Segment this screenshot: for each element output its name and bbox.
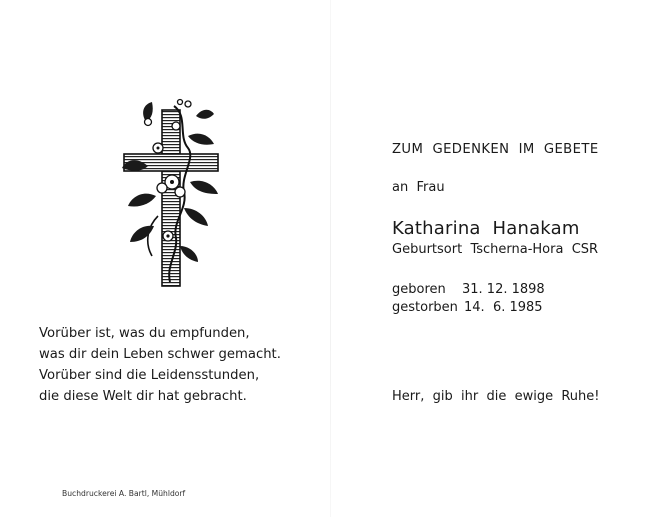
poem-line: die diese Welt dir hat gebracht. <box>39 389 247 404</box>
born-label: geboren <box>392 282 446 297</box>
poem <box>39 323 281 407</box>
salutation: an Frau <box>392 180 445 195</box>
printer-credit: Buchdruckerei A. Bartl, Mühldorf <box>62 489 186 498</box>
poem-line: Vorüber ist, was du empfunden, <box>39 326 250 341</box>
fold-line <box>330 0 331 517</box>
poem-line: was dir dein Leben schwer gemacht. <box>39 347 281 362</box>
memorial-heading: ZUM GEDENKEN IM GEBETE <box>392 142 599 157</box>
died-label: gestorben <box>392 300 458 315</box>
died-date: 14. 6. 1985 <box>464 300 543 315</box>
birthplace: Geburtsort Tscherna-Hora CSR <box>392 242 599 257</box>
deceased-name: Katharina Hanakam <box>392 218 580 239</box>
born-date: 31. 12. 1898 <box>462 282 545 297</box>
died-row <box>392 300 543 315</box>
poem-line: Vorüber sind die Leidensstunden, <box>39 368 260 383</box>
prayer: Herr, gib ihr die ewige Ruhe! <box>392 389 600 404</box>
born-row <box>392 282 545 297</box>
cross-with-flowers-icon <box>118 96 222 290</box>
